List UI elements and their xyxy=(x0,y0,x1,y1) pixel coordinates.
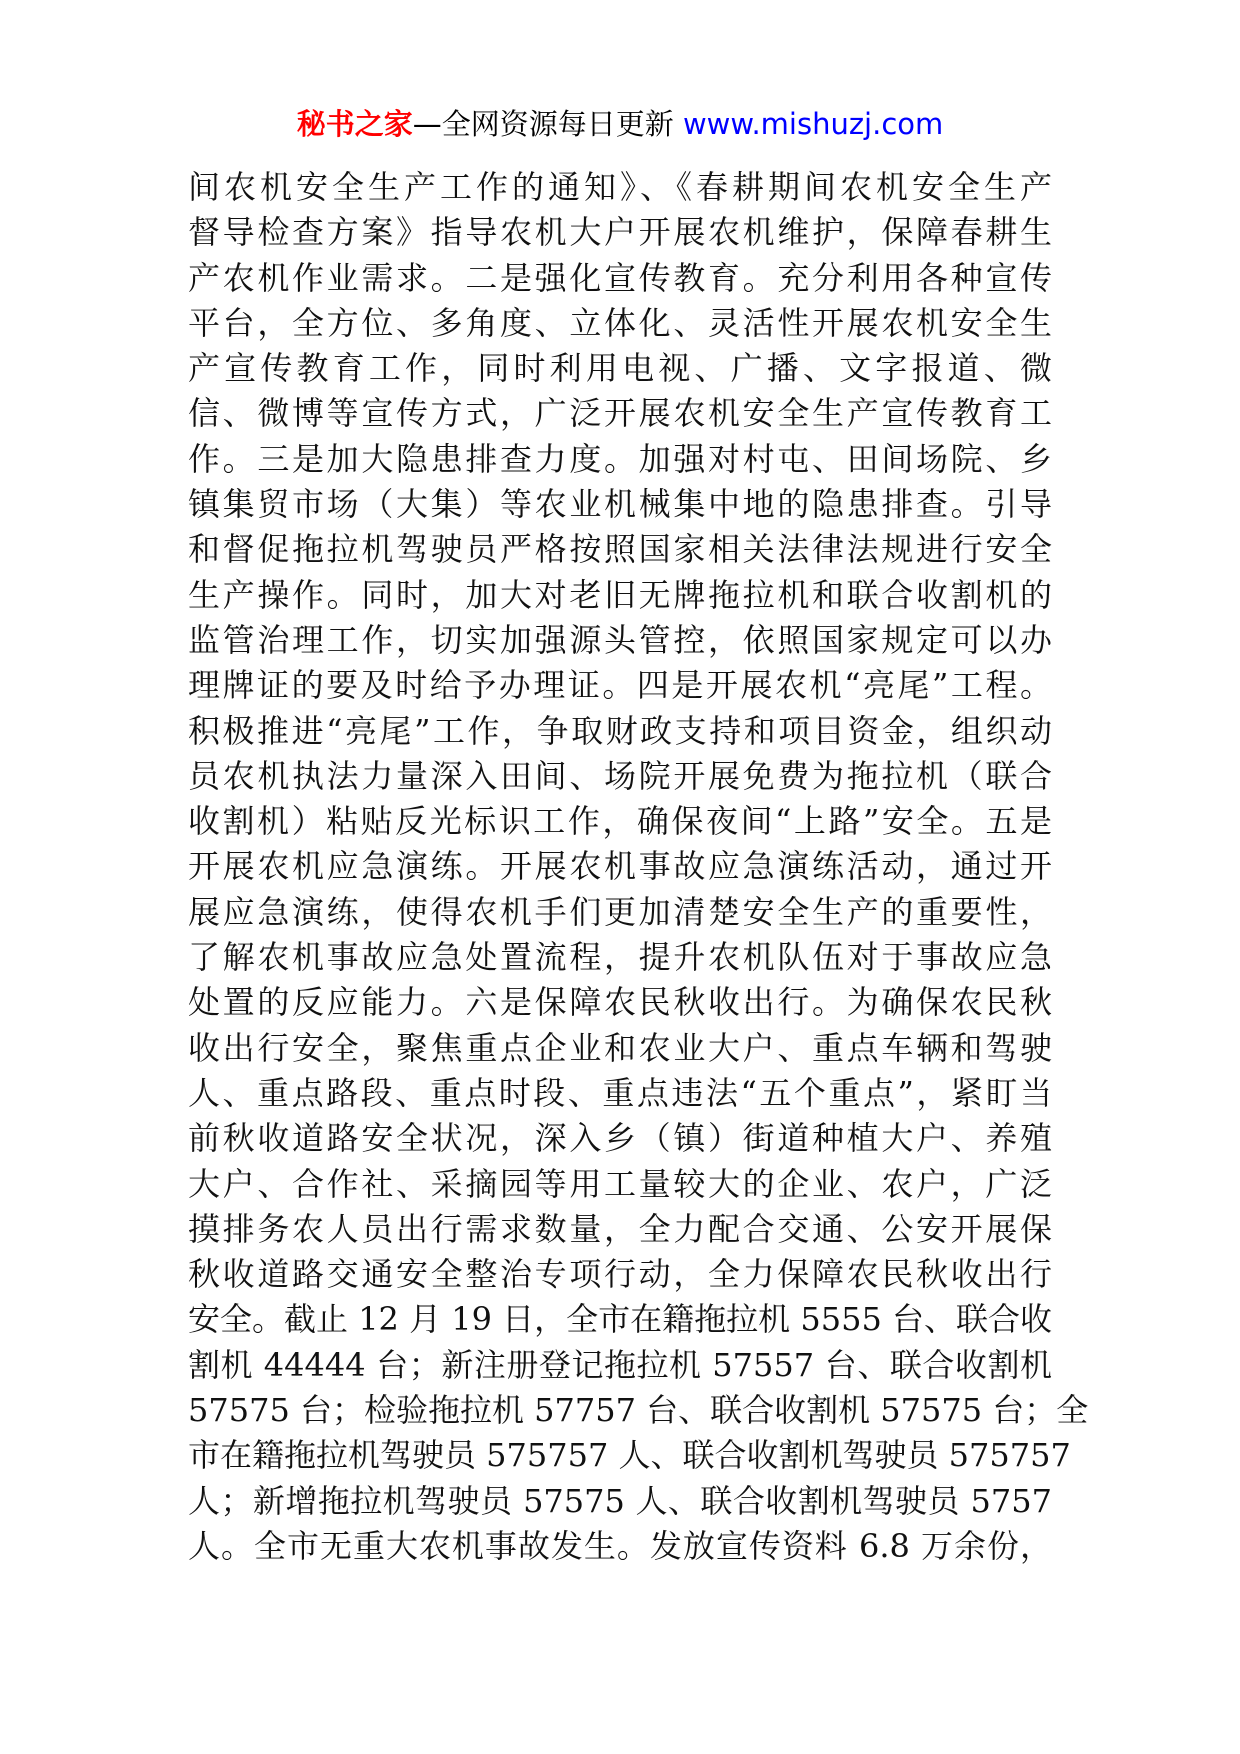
body-line: 安全。截止 12 月 19 日，全市在籍拖拉机 5555 台、联合收 xyxy=(188,1300,1052,1339)
body-line: 间农机安全生产工作的通知》、《春耕期间农机安全生产 xyxy=(188,168,1052,206)
body-line: 员农机执法力量深入田间、场院开展免费为拖拉机（联合 xyxy=(188,756,1052,795)
body-line: 人。全市无重大农机事故发生。发放宣传资料 6.8 万余份， xyxy=(188,1526,1052,1565)
document-body xyxy=(188,165,1089,1569)
body-line: 产宣传教育工作，同时利用电视、广播、文字报道、微 xyxy=(188,349,1052,388)
body-line: 生产操作。同时，加大对老旧无牌拖拉机和联合收割机的 xyxy=(188,575,1052,614)
body-line: 信、微博等宣传方式，广泛开展农机安全生产宣传教育工 xyxy=(188,394,1052,433)
body-line: 收出行安全，聚焦重点企业和农业大户、重点车辆和驾驶 xyxy=(188,1028,1052,1067)
body-line: 人；新增拖拉机驾驶员 57575 人、联合收割机驾驶员 5757 xyxy=(188,1481,1052,1520)
body-line: 展应急演练，使得农机手们更加清楚安全生产的重要性， xyxy=(188,892,1052,931)
body-line: 大户、合作社、采摘园等用工量较大的企业、农户，广泛 xyxy=(188,1164,1052,1203)
body-line: 人、重点路段、重点时段、重点违法“五个重点”，紧盯当 xyxy=(188,1073,1052,1112)
body-line: 市在籍拖拉机驾驶员 575757 人、联合收割机驾驶员 575757 xyxy=(188,1436,1071,1475)
body-line: 开展农机应急演练。开展农机事故应急演练活动，通过开 xyxy=(188,847,1052,886)
body-line: 和督促拖拉机驾驶员严格按照国家相关法律法规进行安全 xyxy=(188,530,1052,569)
body-line: 产农机作业需求。二是强化宣传教育。充分利用各种宣传 xyxy=(188,258,1052,297)
body-line: 理牌证的要及时给予办理证。四是开展农机“亮尾”工程。 xyxy=(188,666,1052,705)
body-line: 割机 44444 台；新注册登记拖拉机 57557 台、联合收割机 xyxy=(188,1345,1052,1384)
body-line: 摸排务农人员出行需求数量，全力配合交通、公安开展保 xyxy=(188,1209,1052,1248)
body-line: 镇集贸市场（大集）等农业机械集中地的隐患排查。引导 xyxy=(188,485,1052,524)
body-line: 平台，全方位、多角度、立体化、灵活性开展农机安全生 xyxy=(188,303,1052,342)
header-tagline: —全网资源每日更新 xyxy=(412,107,674,141)
body-line: 前秋收道路安全状况，深入乡（镇）街道种植大户、养殖 xyxy=(188,1119,1052,1158)
body-line: 作。三是加大隐患排查力度。加强对村屯、田间场院、乡 xyxy=(188,439,1052,478)
body-line: 了解农机事故应急处置流程，提升农机队伍对于事故应急 xyxy=(188,938,1052,977)
body-line: 处置的反应能力。六是保障农民秋收出行。为确保农民秋 xyxy=(188,983,1052,1022)
body-line: 督导检查方案》指导农机大户开展农机维护，保障春耕生 xyxy=(188,213,1052,252)
body-line: 秋收道路交通安全整治专项行动，全力保障农民秋收出行 xyxy=(188,1255,1052,1294)
page-header xyxy=(0,104,1240,144)
body-line: 积极推进“亮尾”工作，争取财政支持和项目资金，组织动 xyxy=(188,711,1052,750)
body-line: 收割机）粘贴反光标识工作，确保夜间“上路”安全。五是 xyxy=(188,802,1052,841)
body-line: 监管治理工作，切实加强源头管控，依照国家规定可以办 xyxy=(188,620,1052,659)
body-line: 57575 台；检验拖拉机 57757 台、联合收割机 57575 台；全 xyxy=(188,1391,1089,1430)
brand-name: 秘书之家 xyxy=(296,107,413,141)
site-url-link[interactable]: www.mishuzj.com xyxy=(682,107,944,141)
